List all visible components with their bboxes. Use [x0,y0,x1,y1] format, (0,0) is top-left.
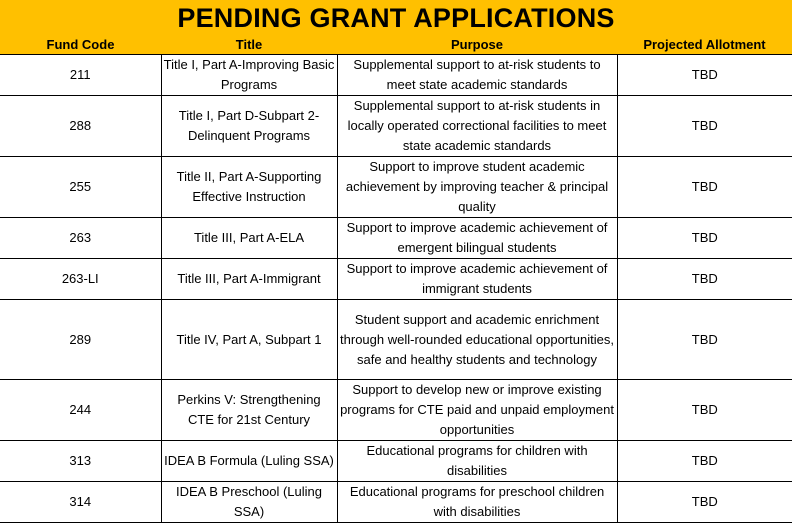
allotment-cell: TBD [617,441,792,482]
purpose-cell: Support to improve academic achievement of emergent bilingual students [337,218,617,259]
purpose-cell: Supplemental support to at-risk students in locally operated correctional facilities to meet state academic standards [337,96,617,157]
title-cell: IDEA B Formula (Luling SSA) [161,441,337,482]
header-title: Title [235,37,263,52]
purpose-cell: Educational programs for preschool children with disabilities [337,482,617,523]
table-row [0,96,792,157]
fund-code-cell: 314 [0,482,161,523]
allotment-cell: TBD [617,157,792,218]
fund-code-cell: 255 [0,157,161,218]
title-cell: Perkins V: Strengthening CTE for 21st Century [161,380,337,441]
purpose-cell: Support to improve student academic achievement by improving teacher & principal quality [337,157,617,218]
allotment-cell: TBD [617,55,792,96]
header-projected-allotment: Projected Allotment [643,37,766,52]
allotment-cell: TBD [617,380,792,441]
fund-code-cell: 263-LI [0,259,161,300]
fund-code-cell: 244 [0,380,161,441]
table-row [0,218,792,259]
header-fund-code: Fund Code [46,37,115,52]
table-row [0,157,792,218]
fund-code-cell: 313 [0,441,161,482]
title-cell: IDEA B Preschool (Luling SSA) [161,482,337,523]
allotment-cell: TBD [617,259,792,300]
table-row [0,441,792,482]
table-row [0,300,792,380]
page-title: PENDING GRANT APPLICATIONS [0,0,792,37]
grant-table [0,55,792,523]
table-row [0,55,792,96]
table-row [0,380,792,441]
allotment-cell: TBD [617,482,792,523]
title-cell: Title IV, Part A, Subpart 1 [161,300,337,380]
purpose-cell: Supplemental support to at-risk students to meet state academic standards [337,55,617,96]
title-cell: Title II, Part A-Supporting Effective Instruction [161,157,337,218]
title-cell: Title III, Part A-ELA [161,218,337,259]
column-header-row [0,37,792,55]
allotment-cell: TBD [617,218,792,259]
title-cell: Title III, Part A-Immigrant [161,259,337,300]
fund-code-cell: 263 [0,218,161,259]
purpose-cell: Educational programs for children with disabilities [337,441,617,482]
fund-code-cell: 289 [0,300,161,380]
fund-code-cell: 288 [0,96,161,157]
purpose-cell: Support to improve academic achievement of immigrant students [337,259,617,300]
purpose-cell: Student support and academic enrichment through well-rounded educational opportunities, safe and healthy students and technology [337,300,617,380]
table-row [0,482,792,523]
title-cell: Title I, Part D-Subpart 2-Delinquent Programs [161,96,337,157]
allotment-cell: TBD [617,300,792,380]
title-cell: Title I, Part A-Improving Basic Programs [161,55,337,96]
header-purpose: Purpose [450,37,503,52]
fund-code-cell: 211 [0,55,161,96]
purpose-cell: Support to develop new or improve existing programs for CTE paid and unpaid employment opportunities [337,380,617,441]
table-row [0,259,792,300]
allotment-cell: TBD [617,96,792,157]
